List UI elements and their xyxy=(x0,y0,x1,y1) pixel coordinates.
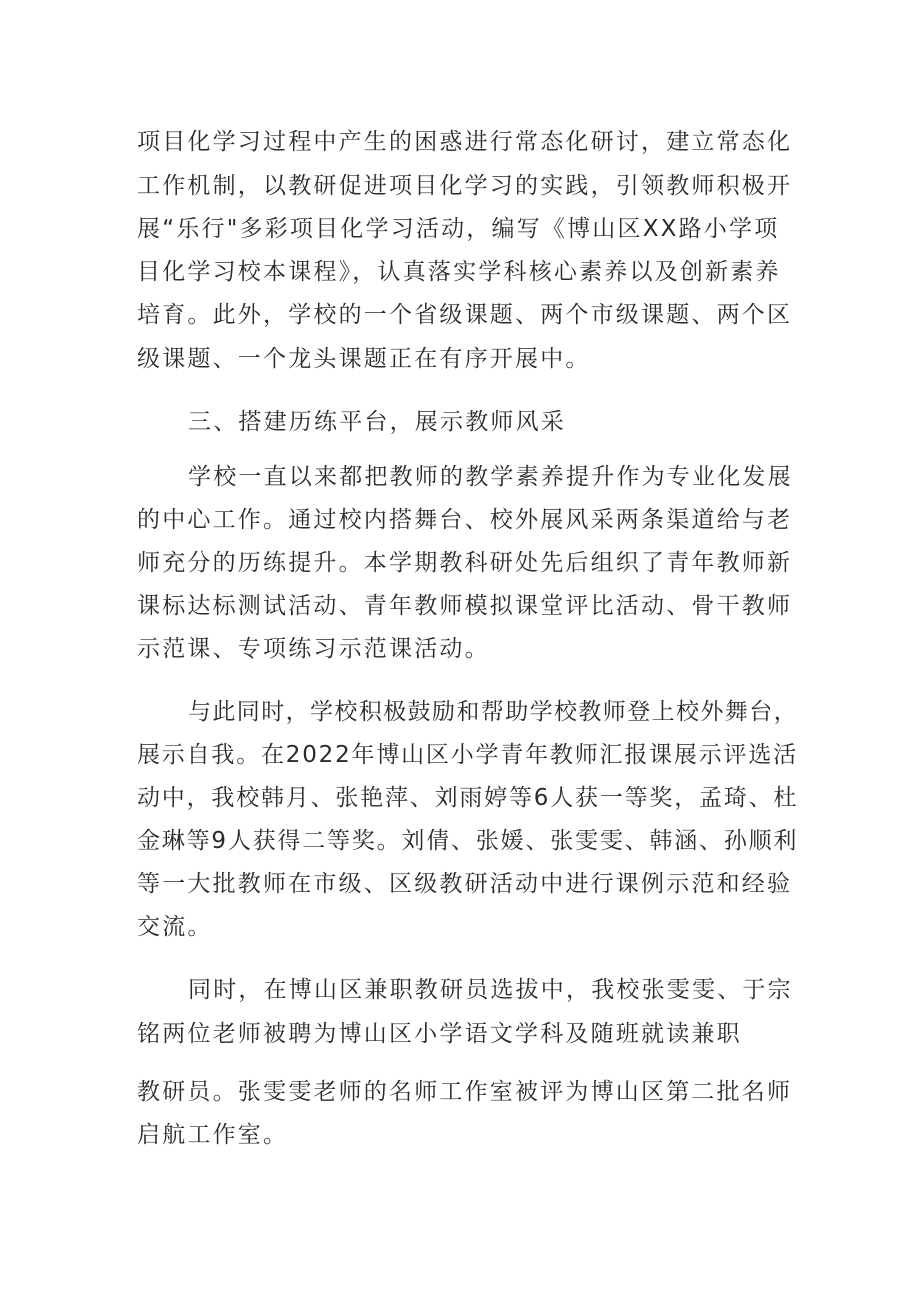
paragraph-1-line-6: 级课题、一个龙头课题正在有序开展中。 xyxy=(137,346,591,372)
paragraph-3-line-4: 课标达标测试活动、青年教师模拟课堂评比活动、骨干教师 xyxy=(137,593,793,619)
paragraph-1-line-1: 项目化学习过程中产生的困惑进行常态化研讨，建立常态化 xyxy=(137,129,793,155)
paragraph-4-line-5: 等一大批教师在市级、区级教研活动中进行课例示范和经验 xyxy=(137,871,793,897)
paragraph-3-line-2: 的中心工作。通过校内搭舞台、校外展风采两条渠道给与老 xyxy=(137,507,793,533)
paragraph-4-line-6: 交流。 xyxy=(137,914,213,940)
paragraph-3-line-5: 示范课、专项练习示范课活动。 xyxy=(137,636,490,662)
paragraph-1-line-3: 展“乐行"多彩项目化学习活动，编写《博山区XX路小学项 xyxy=(137,216,780,242)
paragraph-3-line-3: 师充分的历练提升。本学期教科研处先后组织了青年教师新 xyxy=(137,550,793,576)
section-heading: 三、搭建历练平台，展示教师风采 xyxy=(188,409,566,435)
paragraph-6-line-1: 教研员。张雯雯老师的名师工作室被评为博山区第二批名师 xyxy=(137,1079,793,1105)
paragraph-4-line-3: 动中，我校韩月、张艳萍、刘雨婷等6人获一等奖，孟琦、杜 xyxy=(137,785,799,811)
paragraph-4-line-1: 与此同时，学校积极鼓励和帮助学校教师登上校外舞台， xyxy=(188,699,798,725)
paragraph-5-line-2: 铭两位老师被聘为博山区小学语文学科及随班就读兼职 xyxy=(137,1021,742,1047)
paragraph-6-line-2: 启航工作室。 xyxy=(137,1122,289,1148)
paragraph-5-line-1: 同时，在博山区兼职教研员选拔中，我校张雯雯、于宗 xyxy=(188,977,793,1003)
paragraph-1-line-2: 工作机制，以教研促进项目化学习的实践，引领教师积极开 xyxy=(137,173,793,199)
paragraph-3-line-1: 学校一直以来都把教师的教学素养提升作为专业化发展 xyxy=(188,464,793,490)
paragraph-1-line-5: 培育。此外，学校的一个省级课题、两个市级课题、两个区 xyxy=(137,302,793,328)
paragraph-4-line-4: 金琳等9人获得二等奖。刘倩、张媛、张雯雯、韩涵、孙顺利 xyxy=(137,828,799,854)
paragraph-1-line-4: 目化学习校本课程》，认真落实学科核心素养以及创新素养 xyxy=(137,259,781,285)
paragraph-4-line-2: 展示自我。在2022年博山区小学青年教师汇报课展示评选活 xyxy=(137,742,798,768)
